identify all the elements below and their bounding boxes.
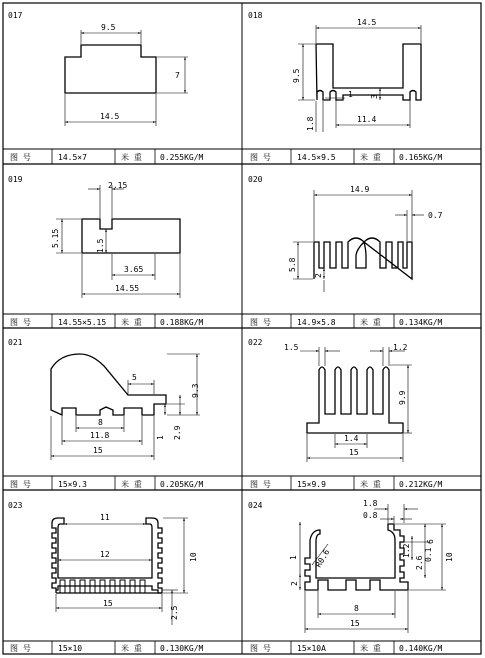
dimension-label: 9.5: [292, 68, 301, 83]
footer-size: 14.5×7: [58, 153, 87, 162]
profile-024: [289, 499, 454, 633]
profile-outline: [51, 354, 166, 415]
drawing-id: 021: [8, 338, 23, 347]
dimension-label: 1: [348, 90, 353, 99]
profile-022: [284, 343, 412, 462]
dimension-label: 1.8: [363, 499, 378, 508]
dimension-label: 2.6: [415, 555, 424, 570]
footer-drawing-label: 图 号: [250, 318, 271, 327]
footer-drawing-label: 图 号: [10, 644, 31, 653]
footer-weight: 0.165KG/M: [399, 153, 443, 162]
footer-weight-label: 米 重: [360, 153, 381, 162]
dimension-label: 11: [100, 513, 110, 522]
dimension-label: 15: [93, 446, 103, 455]
dimension-label: 1.8: [306, 116, 315, 131]
dimension-label: 3: [370, 94, 379, 99]
dimension-label: 2.15: [108, 181, 128, 190]
footer-weight: 0.140KG/M: [399, 644, 443, 653]
dimension-label: 15: [350, 619, 360, 628]
dimension-label: 1.5: [284, 343, 299, 352]
dimension-label: 10: [445, 552, 454, 562]
drawing-id: 020: [248, 175, 263, 184]
profile-outline: [314, 238, 412, 279]
profile-021: [51, 354, 200, 460]
footer-weight-label: 米 重: [360, 644, 381, 653]
dimension-label: 8: [98, 418, 103, 427]
dimension-label: 3.65: [124, 265, 144, 274]
dimension-label: 1.2: [393, 343, 408, 352]
footer-weight: 0.205KG/M: [160, 480, 204, 489]
dimension-label: 9.9: [398, 390, 407, 405]
dimension-label: 7: [175, 71, 180, 80]
footer-weight-label: 米 重: [121, 318, 142, 327]
profile-017: [65, 23, 188, 126]
dimension-label: R0.6: [313, 547, 332, 569]
footer-drawing-label: 图 号: [10, 480, 31, 489]
footer-size: 15×9.3: [58, 480, 87, 489]
dimension-label: 9.3: [191, 383, 200, 398]
dimension-label: 0.1: [424, 547, 433, 562]
dimension-label: 2.9: [173, 425, 182, 440]
footer-drawing-label: 图 号: [10, 153, 31, 162]
profile-outline: [65, 45, 156, 93]
profile-018: [292, 18, 421, 132]
footer-drawing-label: 图 号: [250, 153, 271, 162]
dimension-label: 11.4: [357, 115, 377, 124]
dimension-label: 9.5: [101, 23, 116, 32]
dimension-label: 5: [132, 373, 137, 382]
footer-size: 15×10: [58, 644, 83, 653]
dimension-label: 0.8: [363, 511, 378, 520]
footer-drawing-label: 图 号: [250, 644, 271, 653]
footer-drawing-label: 图 号: [10, 318, 31, 327]
dimension-label: 15: [349, 448, 359, 457]
footer-weight-label: 米 重: [121, 644, 142, 653]
dimension-label: 5.8: [288, 257, 297, 272]
footer-drawing-label: 图 号: [250, 480, 271, 489]
profile-023: [52, 513, 198, 625]
footer-size: 14.5×9.5: [297, 153, 336, 162]
dimension-label: 14.5: [357, 18, 377, 27]
dimension-label: 6: [426, 539, 435, 544]
footer-weight: 0.212KG/M: [399, 480, 443, 489]
footer-weight: 0.188KG/M: [160, 318, 204, 327]
dimension-label: 5.15: [51, 228, 60, 248]
drawing-id: 022: [248, 338, 263, 347]
dimension-label: 14.5: [100, 112, 120, 121]
profile-019: [51, 181, 180, 298]
footer-size: 14.55×5.15: [58, 318, 107, 327]
dimension-label: 11.8: [90, 431, 110, 440]
footer-weight-label: 米 重: [121, 153, 142, 162]
dimension-label: 15: [103, 599, 113, 608]
dimension-label: 2: [314, 273, 323, 278]
footer-weight-label: 米 重: [121, 480, 142, 489]
drawing-id: 019: [8, 175, 23, 184]
drawing-id: 024: [248, 501, 263, 510]
footer-size: 15×9.9: [297, 480, 326, 489]
dimension-label: 0.7: [428, 211, 443, 220]
footer-weight: 0.255KG/M: [160, 153, 204, 162]
profile-outline: [307, 367, 403, 433]
dimension-label: 1.2: [402, 543, 411, 558]
footer-weight-label: 米 重: [360, 318, 381, 327]
drawing-id: 023: [8, 501, 23, 510]
dimension-label: 1: [156, 435, 165, 440]
dimension-label: 12: [100, 550, 110, 559]
dimension-label: 8: [354, 604, 359, 613]
profile-outline: [316, 44, 421, 100]
dimension-label: 2: [290, 581, 299, 586]
dimension-label: 10: [189, 552, 198, 562]
footer-weight: 0.134KG/M: [399, 318, 443, 327]
profile-020: [288, 185, 443, 292]
dimension-label: 14.9: [350, 185, 370, 194]
dimension-label: 1.4: [344, 434, 359, 443]
footer-weight-label: 米 重: [360, 480, 381, 489]
footer-weight: 0.130KG/M: [160, 644, 204, 653]
drawing-id: 017: [8, 11, 23, 20]
dimension-label: 1: [289, 555, 298, 560]
drawing-id: 018: [248, 11, 263, 20]
dimension-label: 2.5: [170, 605, 179, 620]
footer-size: 15×10A: [297, 644, 326, 653]
dimension-label: 14.55: [115, 284, 140, 293]
footer-size: 14.9×5.8: [297, 318, 336, 327]
dimension-label: 1.5: [96, 238, 105, 253]
